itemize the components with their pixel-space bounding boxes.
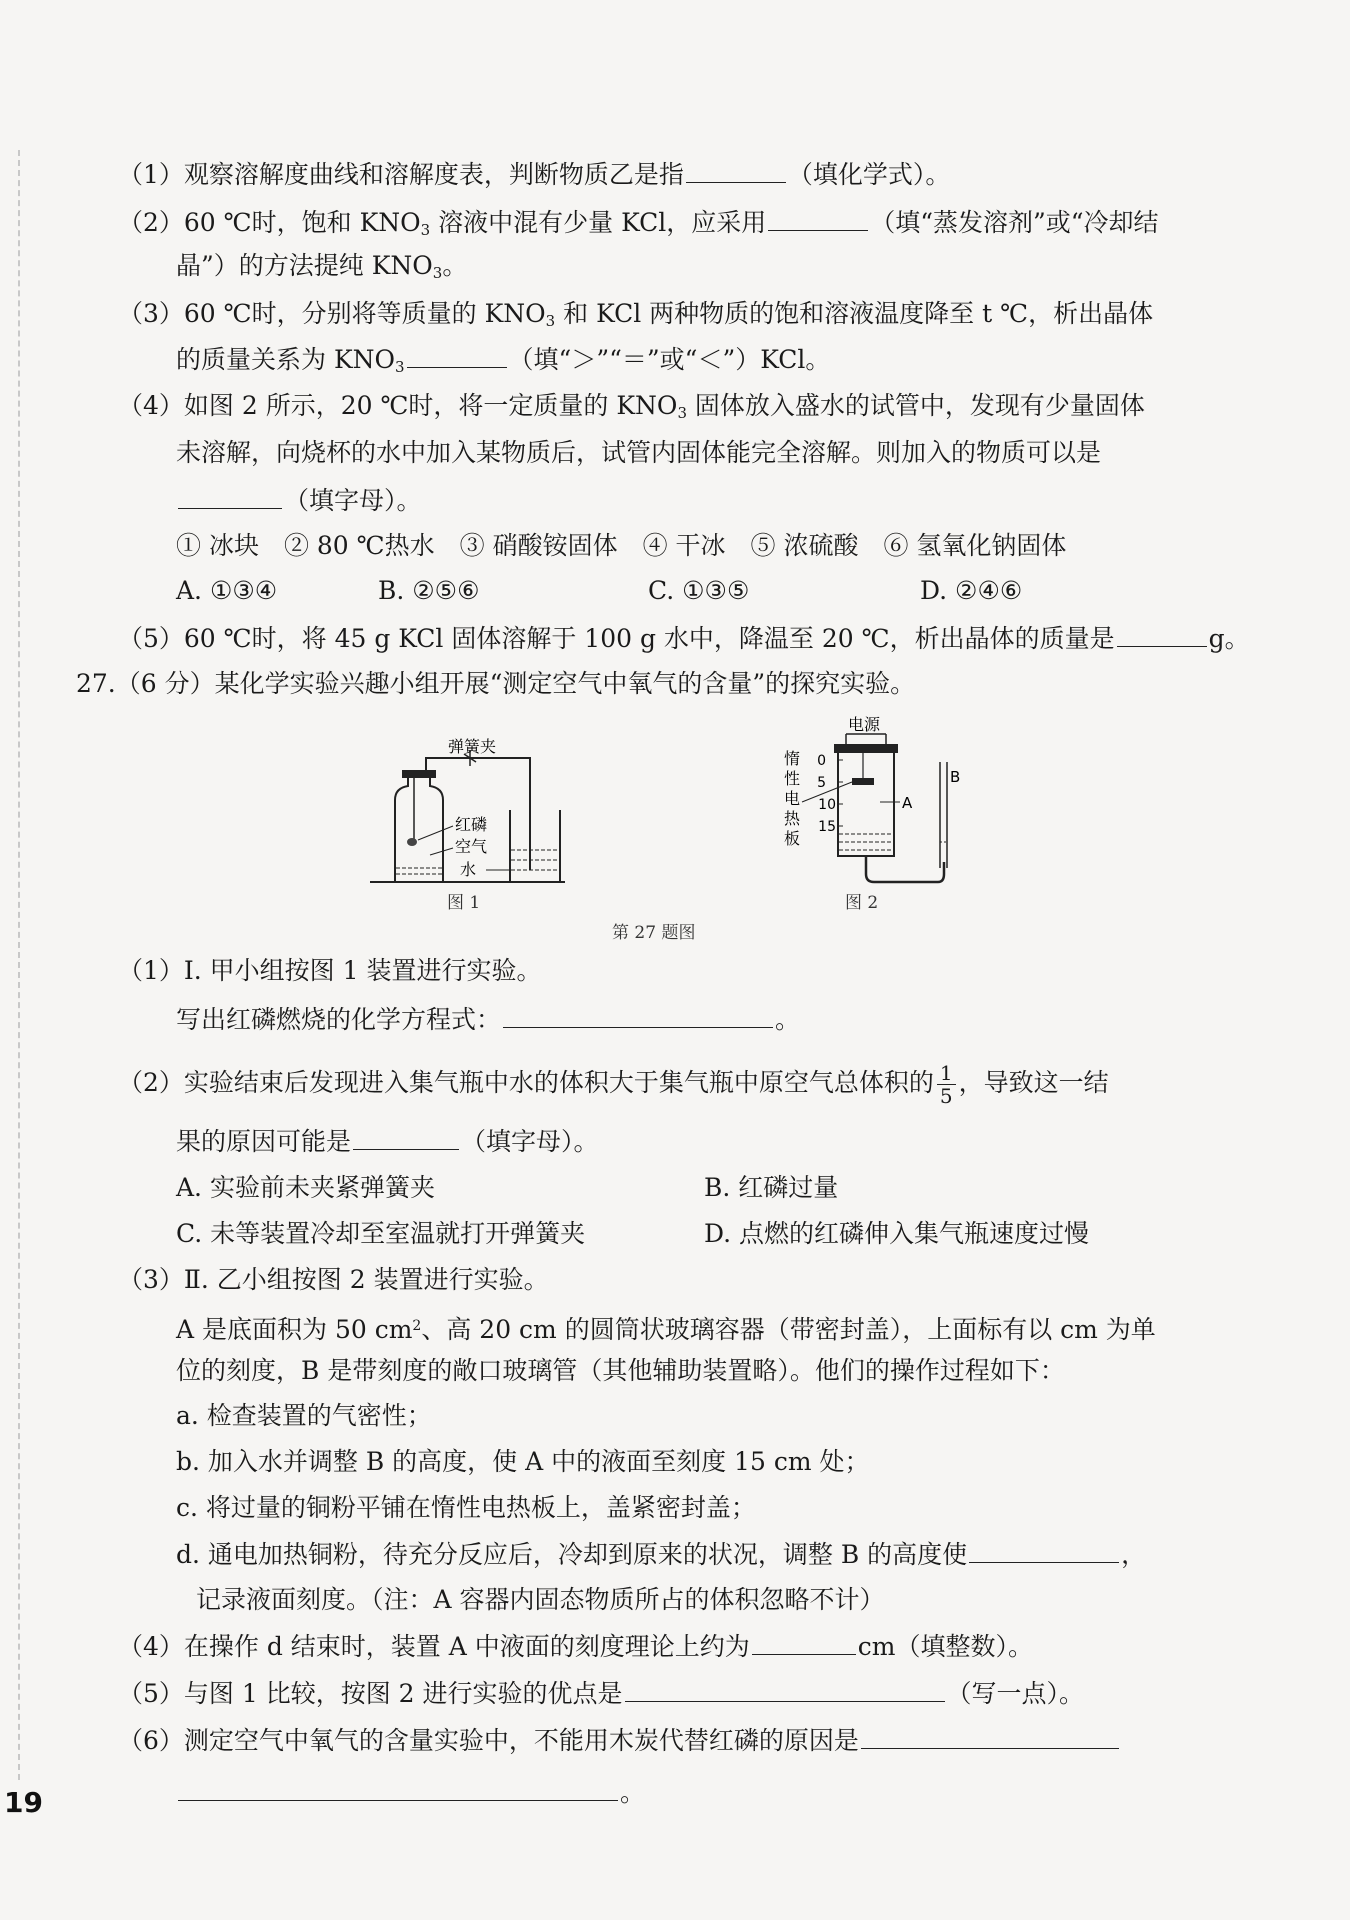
figures-caption: 第 27 题图 [612, 923, 696, 943]
q26-part4-line3: （填字母）。 [176, 484, 422, 517]
q27-part4: （4）在操作 d 结束时，装置 A 中液面的刻度理论上约为 cm（填整数）。 [118, 1632, 1033, 1661]
answer-blank[interactable] [1117, 622, 1207, 647]
q26-option-d: D. ②④⑥ [920, 576, 1023, 605]
label-red-phosphorus: 红磷 [455, 815, 488, 834]
q26-part1: （1）观察溶解度曲线和溶解度表，判断物质乙是指 （填化学式）。 [118, 160, 951, 189]
answer-blank[interactable] [969, 1538, 1119, 1563]
svg-text:板: 板 [784, 829, 801, 848]
binding-margin-line [18, 150, 20, 1780]
label-A: A [902, 794, 913, 812]
q26-part3-line1: （3）60 ℃时，分别将等质量的 $KNO_3$ 和 KCl 两种物质的饱和溶液温度降至 t ℃，析出晶体 [118, 299, 1154, 330]
scale-mark: 5 [817, 775, 826, 791]
label-B: B [950, 768, 960, 786]
q27-part1-line2: 写出红磷燃烧的化学方程式： 。 [176, 1005, 801, 1034]
figure-2-caption: 图 2 [845, 893, 879, 913]
answer-blank[interactable] [686, 158, 786, 183]
answer-blank[interactable] [178, 484, 282, 509]
q27-step-d-line1: d. 通电加热铜粉，待充分反应后，冷却到原来的状况，调整 B 的高度使 ， [176, 1540, 1147, 1569]
q27-option-a: A. 实验前未夹紧弹簧夹 [176, 1173, 435, 1202]
q26-option-b: B. ②⑤⑥ [378, 576, 480, 605]
scale-mark: 0 [817, 753, 826, 769]
q27-step-a: a. 检查装置的气密性； [176, 1401, 432, 1430]
svg-text:电: 电 [784, 789, 801, 808]
q27-part3-line2: A 是底面积为 50 $cm^2$、高 20 cm 的圆筒状玻璃容器（带密封盖），上面标有以 cm 为单 [176, 1315, 1156, 1344]
q26-part4-line1: （4）如图 2 所示，20 ℃时，将一定质量的 $KNO_3$ 固体放入盛水的试管中，发现有少量固体 [118, 391, 1145, 422]
answer-blank[interactable] [407, 343, 507, 368]
q26-part2-line2: 晶”）的方法提纯 $KNO_3$。 [176, 251, 468, 282]
figure-1-red-phosphorus-apparatus [360, 730, 575, 910]
label-air: 空气 [455, 837, 488, 856]
q27-part2-line2: 果的原因可能是 （填字母）。 [176, 1127, 599, 1156]
answer-blank[interactable] [178, 1776, 618, 1801]
q27-part2-line1: （2）实验结束后发现进入集气瓶中水的体积大于集气瓶中原空气总体积的 $\frac{1}{5}$ ，导致这一结 [118, 1061, 1109, 1108]
svg-text:热: 热 [784, 809, 801, 828]
q26-option-a: A. ①③④ [176, 576, 278, 605]
answer-blank[interactable] [503, 1003, 773, 1028]
figure-2-electric-heating-apparatus [780, 712, 960, 892]
answer-blank[interactable] [353, 1125, 459, 1150]
q27-option-d: D. 点燃的红磷伸入集气瓶速度过慢 [704, 1219, 1090, 1248]
figure-1-caption: 图 1 [447, 893, 481, 913]
q26-part4-line2: 未溶解，向烧杯的水中加入某物质后，试管内固体能完全溶解。则加入的物质可以是 [176, 438, 1102, 467]
q27-part3-line1: （3）Ⅱ. 乙小组按图 2 装置进行实验。 [118, 1265, 549, 1294]
q26-part5: （5）60 ℃时，将 45 g KCl 固体溶解于 100 g 水中，降温至 20 ℃，析出晶体的质量是 g。 [118, 624, 1250, 653]
q27-step-b: b. 加入水并调整 B 的高度，使 A 中的液面至刻度 15 cm 处； [176, 1447, 870, 1476]
scale-mark: 15 [818, 819, 836, 835]
label-inert-heater: 惰 [784, 749, 801, 768]
fraction-one-fifth: $\frac{1}{5}$ [937, 1062, 956, 1107]
label-spring-clamp: 弹簧夹 [448, 737, 497, 756]
q27-option-b: B. 红磷过量 [704, 1173, 839, 1202]
answer-blank[interactable] [861, 1724, 1119, 1749]
scale-mark: 10 [818, 797, 836, 813]
q26-option-c: C. ①③⑤ [648, 576, 750, 605]
q27-part3-line3: 位的刻度，B 是带刻度的敞口玻璃管（其他辅助装置略）。他们的操作过程如下： [176, 1356, 1065, 1385]
label-power-source: 电源 [848, 715, 881, 734]
q27-option-c: C. 未等装置冷却至室温就打开弹簧夹 [176, 1219, 586, 1248]
q26-part4-items: ① 冰块 ② 80 ℃热水 ③ 硝酸铵固体 ④ 干冰 ⑤ 浓硫酸 ⑥ 氢氧化钠固体 [176, 531, 1067, 560]
page-number: 19 [4, 1786, 43, 1819]
label-water: 水 [460, 860, 477, 879]
q26-part3-line2: 的质量关系为 $KNO_3$ （填“＞”“＝”或“＜”）KCl。 [176, 345, 831, 376]
q27-step-d-line2: 记录液面刻度。（注：A 容器内固态物质所占的体积忽略不计） [196, 1585, 885, 1614]
q26-part2-line1: （2）60 ℃时，饱和 $KNO_3$ 溶液中混有少量 KCl，应采用 （填“蒸发溶剂”或“冷却结 [118, 208, 1159, 239]
q27-part1-line1: （1）Ⅰ. 甲小组按图 1 装置进行实验。 [118, 956, 542, 985]
q27-part6-line1: （6）测定空气中氧气的含量实验中，不能用木炭代替红磷的原因是 [118, 1724, 1121, 1757]
answer-blank[interactable] [768, 206, 868, 231]
q27-part6-line2: 。 [176, 1776, 645, 1809]
answer-blank[interactable] [752, 1630, 856, 1655]
svg-text:性: 性 [784, 769, 801, 788]
answer-blank[interactable] [625, 1677, 945, 1702]
q27-header: 27.（6 分）某化学实验兴趣小组开展“测定空气中氧气的含量”的探究实验。 [76, 669, 916, 698]
q27-part5: （5）与图 1 比较，按图 2 进行实验的优点是 （写一点）。 [118, 1679, 1085, 1708]
q27-step-c: c. 将过量的铜粉平铺在惰性电热板上，盖紧密封盖； [176, 1493, 756, 1522]
